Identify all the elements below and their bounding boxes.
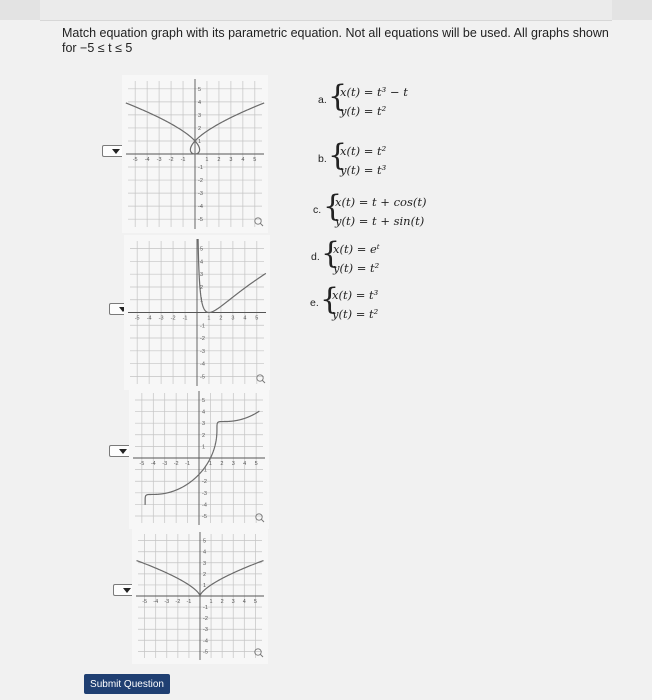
equation-c-x: x(t) = t + cos(t) <box>335 195 427 209</box>
equation-b <box>318 139 498 183</box>
equation-e-letter: e. <box>310 297 319 309</box>
x-tick-label: 3 <box>231 599 235 605</box>
y-tick-label: 1 <box>200 297 204 304</box>
y-tick-label: -5 <box>200 374 205 381</box>
y-tick-label: -4 <box>202 502 207 509</box>
equation-b-letter: b. <box>318 153 327 165</box>
x-tick-label: -3 <box>164 599 170 605</box>
x-tick-label: 3 <box>231 461 235 467</box>
x-tick-label: -1 <box>186 599 192 605</box>
x-tick-label: 5 <box>253 599 257 605</box>
brace-icon: { <box>320 282 340 317</box>
x-tick-label: -2 <box>168 157 174 163</box>
y-tick-label: -4 <box>203 638 208 645</box>
y-tick-label: 5 <box>202 397 206 404</box>
chevron-down-icon <box>112 149 120 154</box>
y-tick-label: 3 <box>203 560 207 567</box>
y-tick-label: -3 <box>198 191 203 198</box>
y-tick-label: 1 <box>203 582 207 589</box>
x-tick-label: -5 <box>134 315 140 322</box>
chevron-down-icon <box>119 449 127 454</box>
y-tick-label: -4 <box>198 204 203 211</box>
x-tick-label: -1 <box>180 157 186 163</box>
equation-a-x: x(t) = t³ − t <box>340 85 408 99</box>
equation-c-y: y(t) = t + sin(t) <box>335 214 425 228</box>
x-tick-label: 4 <box>242 599 246 605</box>
y-tick-label: 3 <box>200 272 204 279</box>
x-tick-label: 2 <box>217 157 221 163</box>
y-tick-label: 3 <box>198 112 202 119</box>
graph-1 <box>122 75 268 233</box>
y-tick-label: -2 <box>198 178 203 185</box>
x-tick-label: -5 <box>132 157 138 163</box>
graph-3-dropdown[interactable] <box>109 445 131 457</box>
question-prompt <box>62 26 622 56</box>
x-tick-label: 5 <box>254 461 258 467</box>
y-tick-label: 2 <box>200 284 204 291</box>
equation-b-x: x(t) = t² <box>340 144 387 158</box>
x-tick-label: 3 <box>229 157 233 163</box>
graph-4 <box>132 528 268 664</box>
y-tick-label: -1 <box>202 467 207 474</box>
graph-3 <box>129 387 269 529</box>
chevron-down-icon <box>123 588 131 593</box>
graph-1-dropdown[interactable] <box>102 145 124 157</box>
x-tick-label: 3 <box>231 315 235 322</box>
x-tick-label: 4 <box>241 157 245 163</box>
y-tick-label: 2 <box>202 432 206 439</box>
x-tick-label: -3 <box>158 315 164 322</box>
x-tick-label: 4 <box>243 315 247 322</box>
x-tick-label: -2 <box>173 461 179 467</box>
equation-e <box>310 283 490 327</box>
y-tick-label: -1 <box>198 165 203 172</box>
equation-a <box>318 80 498 124</box>
y-tick-label: 1 <box>202 444 206 451</box>
y-tick-label: 3 <box>202 421 206 428</box>
brace-icon: { <box>328 79 348 114</box>
y-tick-label: 4 <box>203 549 207 556</box>
equation-d-x: x(t) = eᵗ <box>333 242 380 256</box>
y-tick-label: -3 <box>200 348 205 355</box>
equation-e-y: y(t) = t² <box>332 307 379 321</box>
equation-d-y: y(t) = t² <box>333 261 380 275</box>
x-tick-label: -5 <box>139 461 145 467</box>
x-tick-label: -3 <box>162 461 168 467</box>
x-tick-label: 2 <box>220 461 224 467</box>
y-tick-label: 5 <box>198 86 202 93</box>
y-tick-label: -5 <box>198 217 203 224</box>
submit-question-button[interactable]: Submit Question <box>84 674 170 694</box>
equation-c <box>313 190 493 234</box>
brace-icon: { <box>328 138 348 173</box>
y-tick-label: -3 <box>202 490 207 497</box>
y-tick-label: -1 <box>200 323 205 330</box>
brace-icon: { <box>323 189 343 224</box>
x-tick-label: -2 <box>175 599 181 605</box>
y-tick-label: -5 <box>203 649 208 656</box>
x-tick-label: -2 <box>170 315 176 322</box>
equation-a-y: y(t) = t² <box>340 104 387 118</box>
y-tick-label: -2 <box>202 479 207 486</box>
x-tick-label: -4 <box>153 599 159 605</box>
x-tick-label: 1 <box>207 315 211 322</box>
x-tick-label: 4 <box>243 461 247 467</box>
y-tick-label: 4 <box>198 99 202 106</box>
y-tick-label: -5 <box>202 514 207 521</box>
y-tick-label: 4 <box>200 259 204 266</box>
x-tick-label: 5 <box>253 157 257 163</box>
x-tick-label: -4 <box>150 461 156 467</box>
y-tick-label: -3 <box>203 627 208 634</box>
prompt-line-2: for −5 ≤ t ≤ 5 <box>62 41 133 55</box>
x-tick-label: -4 <box>144 157 150 163</box>
x-tick-label: -5 <box>142 599 148 605</box>
y-tick-label: 5 <box>200 246 204 253</box>
x-tick-label: 1 <box>208 461 212 467</box>
top-bar <box>0 0 652 20</box>
graph-2 <box>124 235 270 390</box>
x-tick-label: -1 <box>185 461 191 467</box>
equation-b-y: y(t) = t³ <box>340 163 387 177</box>
y-tick-label: -1 <box>203 605 208 612</box>
equation-d <box>311 237 491 281</box>
y-tick-label: 4 <box>202 409 206 416</box>
y-tick-label: 2 <box>203 571 207 578</box>
x-tick-label: -3 <box>156 157 162 163</box>
y-tick-label: -2 <box>200 336 205 343</box>
equation-c-letter: c. <box>313 204 322 216</box>
x-tick-label: 2 <box>220 599 224 605</box>
x-tick-label: 1 <box>209 599 213 605</box>
equation-d-letter: d. <box>311 251 320 263</box>
prompt-line-1: Match equation graph with its parametric equation. Not all equations will be used. All graphs shown <box>62 26 609 40</box>
y-tick-label: 2 <box>198 125 202 132</box>
y-tick-label: 5 <box>203 538 207 545</box>
y-tick-label: -4 <box>200 361 205 368</box>
y-tick-label: 1 <box>198 138 202 145</box>
y-tick-label: -2 <box>203 616 208 623</box>
brace-icon: { <box>321 236 341 271</box>
x-tick-label: 1 <box>205 157 209 163</box>
x-tick-label: -1 <box>182 315 188 322</box>
equation-e-x: x(t) = t³ <box>332 288 379 302</box>
x-tick-label: 5 <box>255 315 259 322</box>
x-tick-label: -4 <box>146 315 152 322</box>
equation-a-letter: a. <box>318 94 327 106</box>
x-tick-label: 2 <box>219 315 223 322</box>
